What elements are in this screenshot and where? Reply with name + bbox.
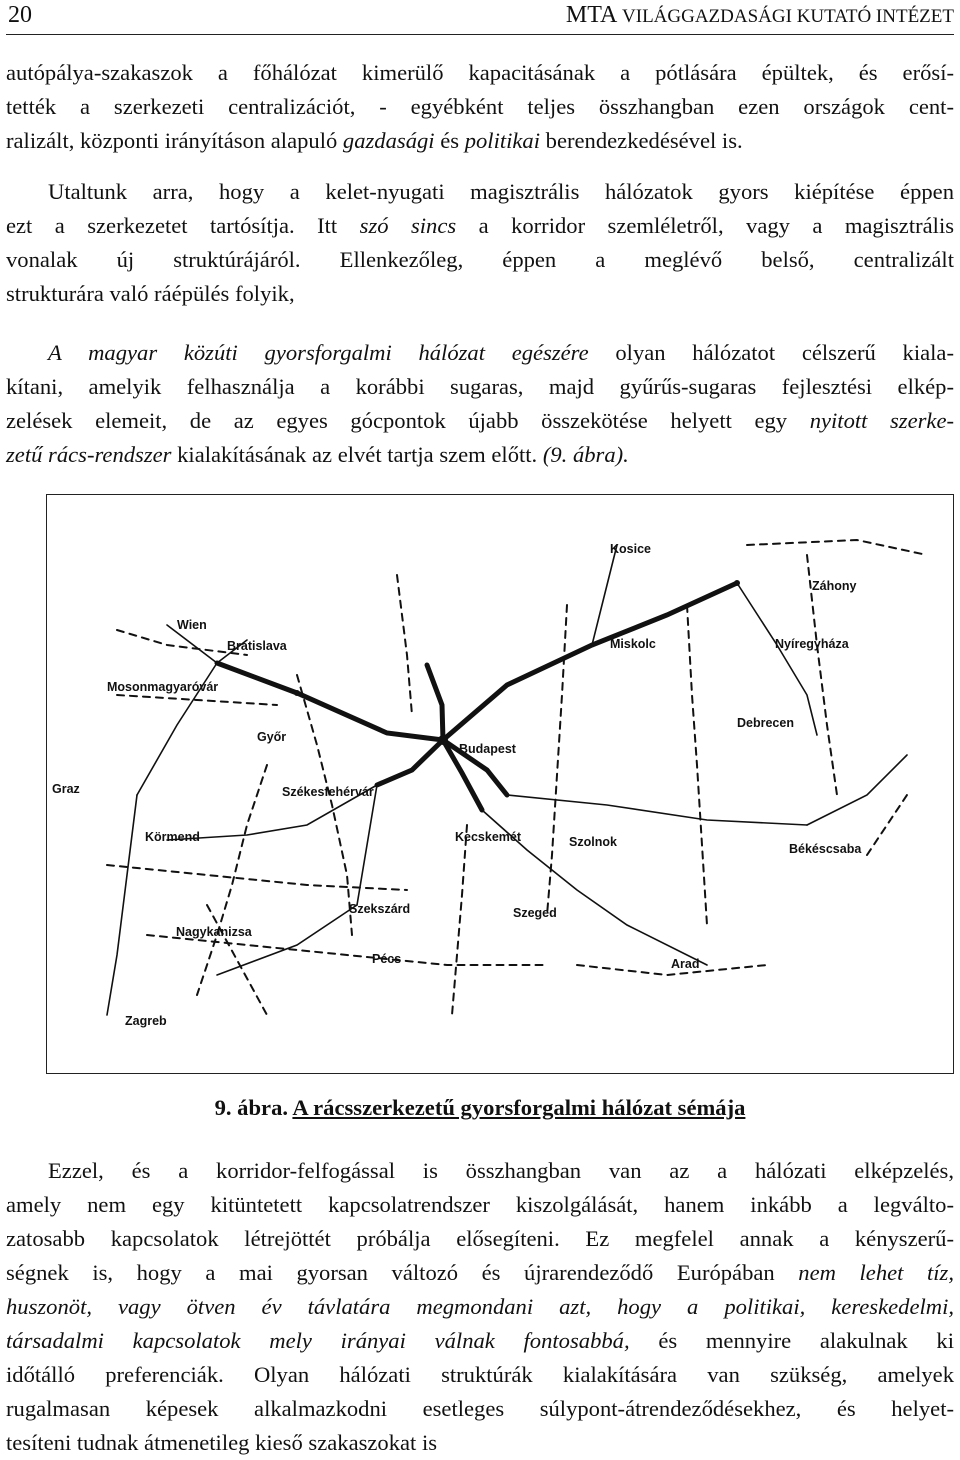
city-label-debrecen: Debrecen (737, 716, 794, 730)
paragraph-line: tették a szerkezeti centralizációt, - egyébként teljes összhangban ezen országok cent- (6, 94, 954, 119)
paragraph-line: strukturára való ráépülés folyik, (6, 281, 295, 306)
paragraph-line: zetű rács-rendszer kialakításának az elvét tartja szem előtt. (9. ábra). (6, 442, 629, 467)
city-label-miskolc: Miskolc (610, 637, 656, 651)
highway-budapest-north (427, 665, 443, 740)
city-label-nyiregyhaza: Nyíregyháza (775, 637, 849, 651)
page-header (6, 0, 954, 35)
highway-budapest-szekesfehervar (377, 740, 443, 785)
city-label-zagreb: Zagreb (125, 1014, 167, 1028)
city-label-kecskemet: Kecskemét (455, 830, 522, 844)
paragraph-line: ségnek is, hogy a mai gyorsan változó és újrarendeződő Európában nem lehet tíz, (6, 1260, 955, 1285)
city-label-bratislava: Bratislava (227, 639, 287, 653)
city-label-szolnok: Szolnok (569, 835, 617, 849)
paragraph-line: ezt a szerkezetet tartósítja. Itt szó sincs a korridor szemléletről, vagy a magisztrális (6, 213, 955, 238)
paragraph-line: Utaltunk arra, hogy a kelet-nyugati magisztrális hálózatok gyors kiépítése éppen (48, 179, 954, 204)
city-label-kormend: Körmend (145, 830, 200, 844)
paragraph-line: tesíteni tudnak átmenetileg kieső szakaszokat is (6, 1430, 438, 1455)
paragraph-line: társadalmi kapcsolatok mely irányai válnak fontosabbá, és mennyire alakulnak ki (6, 1328, 954, 1353)
city-label-szekszard: Szekszárd (349, 902, 411, 916)
city-label-arad: Arad (671, 957, 700, 971)
paragraph-line: kítani, amelyik felhasználja a korábbi sugaras, majd gyűrűs-sugaras fejlesztési elkép- (6, 374, 954, 399)
paragraph-3 (6, 336, 954, 472)
paragraph-line: zatosabb kapcsolatok létrejöttét próbálja elősegíteni. Ez megfelel annak a kényszerű- (6, 1226, 954, 1251)
running-title-prefix: MTA (565, 2, 623, 28)
city-label-szeged: Szeged (513, 906, 557, 920)
paragraph-line: amely nem egy kitüntetett kapcsolatrendszer kiszolgálását, hanem inkább a legválto- (6, 1192, 954, 1217)
planned-grid (107, 540, 927, 1015)
paragraph-line: ralizált, központi irányításon alapuló gazdasági és politikai berendezkedésével is. (6, 128, 743, 153)
paragraph-line: huszonöt, vagy ötven év távlatára megmondani azt, hogy a politikai, kereskedelmi, (6, 1294, 954, 1319)
figure-number: 9. ábra. (214, 1095, 289, 1120)
city-label-szekesfehervar: Székesfehérvár (282, 785, 374, 799)
city-label-pecs: Pécs (372, 952, 402, 966)
paragraph-line: A magyar közúti gyorsforgalmi hálózat egészére olyan hálózatot célszerű kiala- (48, 340, 954, 365)
budapest-dot (438, 735, 448, 745)
running-title-rest: VILÁGGAZDASÁGI KUTATÓ INTÉZET (622, 6, 954, 27)
city-label-gyor: Győr (257, 730, 287, 744)
running-title (566, 2, 954, 29)
city-label-nagykanizsa: Nagykanizsa (176, 925, 252, 939)
miskolc-dot (734, 580, 740, 586)
paragraph-4 (6, 1154, 954, 1460)
figure-title: A rácsszerkezetű gyorsforgalmi hálózat sémája (292, 1095, 746, 1120)
city-label-budapest: Budapest (459, 742, 516, 756)
paragraph-line: autópálya-szakaszok a főhálózat kimerülő kapacitásának a pótlására épültek, és erősí- (6, 60, 954, 85)
network-map-figure (46, 494, 954, 1074)
figure-caption (0, 1095, 960, 1121)
paragraph-line: vonalak új struktúrájáról. Ellenkezőleg, éppen a meglévő belső, centralizált (6, 247, 954, 272)
network-map (47, 495, 953, 1073)
city-label-mosonmagyarovar: Mosonmagyaróvár (107, 680, 219, 694)
paragraph-line: időtálló preferenciák. Olyan hálózati struktúrák kialakítására van szükség, amelyek (6, 1362, 954, 1387)
city-label-wien: Wien (177, 618, 207, 632)
city-label-bekescsaba: Békéscsaba (789, 842, 862, 856)
existing-roads (107, 545, 907, 1015)
highway-gyor-budapest (217, 663, 443, 740)
city-label-graz: Graz (52, 782, 80, 796)
paragraph-2 (6, 175, 954, 311)
page-number: 20 (8, 2, 32, 28)
paragraph-line: rugalmasan képesek alkalmazkodni esetleges súlypont-átrendeződésekhez, és helyet- (6, 1396, 954, 1421)
city-label-kosice: Kosice (610, 542, 651, 556)
gyor-dot (294, 690, 300, 696)
city-label-zahony: Záhony (812, 579, 857, 593)
paragraph-line: zelések elemeit, de az egyes gócpontok újabb összekötése helyett egy nyitott szerke- (6, 408, 954, 433)
paragraph-1 (6, 56, 954, 158)
paragraph-line: Ezzel, és a korridor-felfogással is összhangban van az a hálózati elképzelés, (48, 1158, 954, 1183)
radial-highways (217, 583, 737, 810)
